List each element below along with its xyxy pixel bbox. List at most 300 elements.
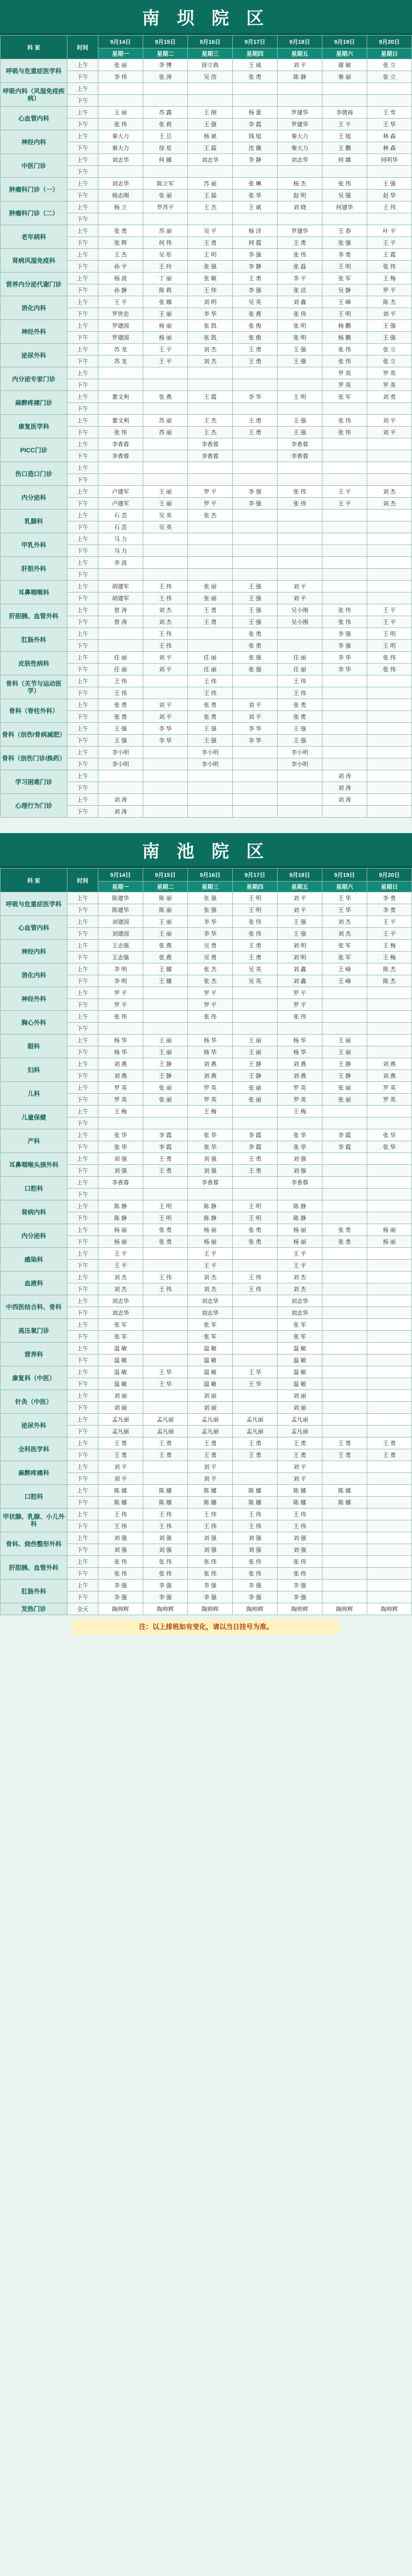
doctor-cell: 石 芸 — [98, 510, 143, 521]
doctor-cell: 张 勇 — [322, 1224, 367, 1236]
dept-name: 内分泌科 — [1, 1224, 67, 1248]
table-row — [1, 462, 412, 474]
doctor-cell: 王 强 — [278, 928, 322, 940]
doctor-cell: 张 强 — [322, 237, 367, 249]
doctor-cell: 张 军 — [188, 1331, 233, 1343]
doctor-cell: 刘 强 — [143, 1544, 188, 1556]
doctor-cell: 温 敏 — [188, 1354, 233, 1366]
doctor-cell — [367, 450, 412, 462]
table-row — [1, 510, 412, 521]
period-cell: 下午 — [67, 213, 98, 225]
doctor-cell — [322, 545, 367, 557]
doctor-cell — [367, 1473, 412, 1485]
period-cell: 下午 — [67, 1520, 98, 1532]
doctor-cell: 徐立典 — [188, 59, 233, 71]
doctor-cell — [367, 1248, 412, 1260]
schedule-table-nanchi — [0, 868, 412, 1615]
doctor-cell: 陈 娜 — [322, 1485, 367, 1497]
doctor-cell: 李 强 — [233, 284, 278, 296]
doctor-cell — [367, 723, 412, 735]
doctor-cell: 张 华 — [278, 1141, 322, 1153]
doctor-cell: 王 明 — [322, 308, 367, 320]
doctor-cell: 刘 杰 — [143, 616, 188, 628]
doctor-cell: 王 明 — [233, 1200, 278, 1212]
doctor-cell — [233, 557, 278, 569]
doctor-cell: 王 伟 — [143, 628, 188, 640]
table-row — [1, 747, 412, 758]
doctor-cell — [98, 166, 143, 178]
doctor-cell: 张 勇 — [98, 699, 143, 711]
doctor-cell — [98, 1117, 143, 1129]
doctor-cell: 吴 平 — [188, 225, 233, 237]
doctor-cell: 李小明 — [98, 758, 143, 770]
doctor-cell — [188, 1023, 233, 1035]
doctor-cell — [188, 794, 233, 806]
doctor-cell: 刘 平 — [278, 892, 322, 904]
doctor-cell — [322, 1177, 367, 1189]
doctor-cell: 李 霞 — [233, 1129, 278, 1141]
doctor-cell: 张 强 — [188, 261, 233, 273]
doctor-cell: 张 明 — [278, 332, 322, 344]
doctor-cell: 李 强 — [233, 1591, 278, 1603]
doctor-cell — [322, 1366, 367, 1378]
doctor-cell — [233, 747, 278, 758]
doctor-cell: 刘 明 — [188, 296, 233, 308]
doctor-cell — [143, 533, 188, 545]
table-row — [1, 940, 412, 952]
doctor-cell: 王 伟 — [98, 1509, 143, 1520]
doctor-cell — [98, 782, 143, 794]
doctor-cell: 王 伟 — [233, 1520, 278, 1532]
schedule-table-nanba — [0, 35, 412, 818]
doctor-cell: 王 静 — [322, 1070, 367, 1082]
doctor-cell: 刘 燕 — [188, 1058, 233, 1070]
doctor-cell: 温 敏 — [278, 1378, 322, 1390]
dept-name: 神经内科 — [1, 130, 67, 154]
doctor-cell: 曾 涛 — [98, 604, 143, 616]
doctor-cell: 张 丽 — [322, 1094, 367, 1106]
table-row — [1, 83, 412, 95]
doctor-cell: 王 伟 — [233, 1509, 278, 1520]
doctor-cell: 李 勇 — [367, 892, 412, 904]
doctor-cell — [367, 1307, 412, 1319]
doctor-cell: 任 丽 — [98, 664, 143, 675]
doctor-cell: 王 强 — [367, 320, 412, 332]
doctor-cell: 李 明 — [98, 963, 143, 975]
doctor-cell — [188, 533, 233, 545]
period-cell: 下午 — [67, 999, 98, 1011]
period-cell: 下午 — [67, 1426, 98, 1437]
period-header: 时间 — [67, 36, 98, 59]
doctor-cell — [143, 1295, 188, 1307]
doctor-cell: 李小明 — [188, 747, 233, 758]
doctor-cell — [233, 1473, 278, 1485]
doctor-cell: 张 俊 — [233, 320, 278, 332]
doctor-cell — [143, 83, 188, 95]
table-row — [1, 699, 412, 711]
doctor-cell: 王 梅 — [278, 1106, 322, 1117]
doctor-cell: 刘 平 — [188, 1461, 233, 1473]
table-row — [1, 1390, 412, 1402]
doctor-cell: 丁 丽 — [143, 273, 188, 284]
doctor-cell: 孟凡丽 — [233, 1414, 278, 1426]
doctor-cell: 王 强 — [188, 735, 233, 747]
doctor-cell — [233, 1354, 278, 1366]
doctor-cell: 孟凡丽 — [143, 1426, 188, 1437]
doctor-cell: 刘 平 — [233, 711, 278, 723]
dept-name: 呼吸与危重症医学科 — [1, 892, 67, 916]
period-cell: 上午 — [67, 1485, 98, 1497]
period-cell: 下午 — [67, 1568, 98, 1580]
doctor-cell: 罗世忠 — [98, 308, 143, 320]
doctor-cell — [143, 1343, 188, 1354]
period-cell: 下午 — [67, 758, 98, 770]
doctor-cell: 陈 娜 — [143, 1497, 188, 1509]
table-row — [1, 249, 412, 261]
doctor-cell: 杨 洋 — [233, 225, 278, 237]
doctor-cell: 李 伟 — [98, 71, 143, 83]
doctor-cell — [367, 1189, 412, 1200]
table-row — [1, 604, 412, 616]
doctor-cell: 刘 强 — [98, 1532, 143, 1544]
doctor-cell: 王 华 — [233, 1366, 278, 1378]
doctor-cell — [367, 1343, 412, 1354]
doctor-cell — [367, 510, 412, 521]
doctor-cell — [233, 213, 278, 225]
table-row — [1, 1035, 412, 1046]
dept-name: 内分泌专家门诊 — [1, 367, 67, 391]
doctor-cell: 罗 英 — [278, 1082, 322, 1094]
doctor-cell — [367, 747, 412, 758]
period-cell: 上午 — [67, 1011, 98, 1023]
doctor-cell — [233, 450, 278, 462]
dept-name: 口腔科 — [1, 1177, 67, 1200]
doctor-cell — [367, 770, 412, 782]
doctor-cell: 任 丽 — [188, 652, 233, 664]
doctor-cell: 孟凡丽 — [143, 1414, 188, 1426]
dept-name: 神经内科 — [1, 940, 67, 963]
period-cell: 上午 — [67, 1200, 98, 1212]
doctor-cell: 王 勇 — [322, 1437, 367, 1449]
doctor-cell: 王 勇 — [233, 1437, 278, 1449]
doctor-cell: 罗 英 — [367, 367, 412, 379]
doctor-cell — [278, 510, 322, 521]
doctor-cell: 李 霞 — [143, 1129, 188, 1141]
doctor-cell: 陈 娜 — [188, 1497, 233, 1509]
doctor-cell — [322, 1532, 367, 1544]
doctor-cell: 李 华 — [322, 664, 367, 675]
doctor-cell: 王 伟 — [143, 1509, 188, 1520]
doctor-cell — [322, 1165, 367, 1177]
doctor-cell: 刘 涛 — [322, 770, 367, 782]
doctor-cell: 张 军 — [322, 273, 367, 284]
weekday-header: 星期六 — [322, 882, 367, 892]
period-cell: 下午 — [67, 1473, 98, 1485]
doctor-cell: 王 强 — [278, 735, 322, 747]
doctor-cell: 李香蓉 — [188, 450, 233, 462]
period-cell: 下午 — [67, 1402, 98, 1414]
doctor-cell — [322, 1117, 367, 1129]
doctor-cell: 张 磊 — [278, 261, 322, 273]
doctor-cell: 王 伟 — [143, 581, 188, 592]
doctor-cell: 王 平 — [367, 928, 412, 940]
dept-name: 妇科 — [1, 1058, 67, 1082]
doctor-cell — [322, 581, 367, 592]
dept-name: 肿瘤科门诊（二） — [1, 201, 67, 225]
dept-name: 呼吸与危重症医学科 — [1, 59, 67, 83]
doctor-cell: 张 勇 — [233, 71, 278, 83]
period-cell: 上午 — [67, 225, 98, 237]
doctor-cell — [143, 1331, 188, 1343]
doctor-cell — [367, 521, 412, 533]
period-cell: 上午 — [67, 1224, 98, 1236]
doctor-cell: 王 平 — [278, 1260, 322, 1272]
doctor-cell: 罗 英 — [278, 1094, 322, 1106]
weekday-header: 星期二 — [143, 48, 188, 59]
doctor-cell — [322, 999, 367, 1011]
doctor-cell: 王 强 — [278, 355, 322, 367]
doctor-cell: 苏 丽 — [143, 225, 188, 237]
period-cell: 上午 — [67, 1532, 98, 1544]
doctor-cell — [367, 1402, 412, 1414]
doctor-cell: 陶帅辉 — [367, 1603, 412, 1615]
doctor-cell: 刘 强 — [188, 1153, 233, 1165]
doctor-cell: 石 芸 — [98, 521, 143, 533]
doctor-cell: 张 莉 — [143, 118, 188, 130]
doctor-cell — [98, 462, 143, 474]
doctor-cell — [278, 533, 322, 545]
doctor-cell — [278, 628, 322, 640]
doctor-cell: 刘 燕 — [98, 1058, 143, 1070]
doctor-cell — [367, 1485, 412, 1497]
date-header: 9月16日 — [188, 36, 233, 48]
doctor-cell — [367, 83, 412, 95]
period-cell: 上午 — [67, 675, 98, 687]
doctor-cell: 王 勇 — [233, 1165, 278, 1177]
period-cell: 上午 — [67, 344, 98, 355]
doctor-cell: 吴 英 — [143, 521, 188, 533]
doctor-cell: 杨 立 — [98, 201, 143, 213]
doctor-cell: 陈 静 — [278, 1200, 322, 1212]
doctor-cell: 王 平 — [143, 355, 188, 367]
doctor-cell — [278, 782, 322, 794]
doctor-cell: 温 敏 — [278, 1354, 322, 1366]
doctor-cell: 王 丽 — [143, 1035, 188, 1046]
doctor-cell: 李 强 — [322, 640, 367, 652]
doctor-cell — [233, 166, 278, 178]
table-row — [1, 273, 412, 284]
doctor-cell: 刘 强 — [233, 1532, 278, 1544]
dept-name: 口腔科 — [1, 1485, 67, 1509]
doctor-cell: 王 明 — [367, 640, 412, 652]
doctor-cell — [322, 83, 367, 95]
doctor-cell: 张 伟 — [278, 249, 322, 261]
doctor-cell: 刘 杰 — [278, 1272, 322, 1283]
doctor-cell: 王 勇 — [233, 1153, 278, 1165]
doctor-cell: 陈 静 — [278, 1212, 322, 1224]
doctor-cell: 罗 英 — [188, 1094, 233, 1106]
dept-name: 中西医结合科、骨科 — [1, 1295, 67, 1319]
doctor-cell: 刘 平 — [98, 1473, 143, 1485]
doctor-cell: 吴 静 — [322, 284, 367, 296]
period-cell: 上午 — [67, 987, 98, 999]
table-row — [1, 1414, 412, 1426]
doctor-cell: 刘 平 — [98, 1461, 143, 1473]
doctor-cell: 王 强 — [278, 723, 322, 735]
period-cell: 下午 — [67, 237, 98, 249]
doctor-cell: 张 勇 — [188, 699, 233, 711]
doctor-cell: 王 丽 — [143, 928, 188, 940]
doctor-cell: 李香蓉 — [278, 1177, 322, 1189]
doctor-cell — [233, 474, 278, 486]
doctor-cell: 张 丽 — [98, 59, 143, 71]
doctor-cell: 王 岳 — [143, 130, 188, 142]
doctor-cell — [322, 1390, 367, 1402]
doctor-cell — [322, 1378, 367, 1390]
doctor-cell: 杨 丽 — [143, 320, 188, 332]
period-cell: 上午 — [67, 1580, 98, 1591]
period-cell: 下午 — [67, 284, 98, 296]
doctor-cell — [98, 95, 143, 107]
doctor-cell: 张 杰 — [188, 975, 233, 987]
doctor-cell — [233, 95, 278, 107]
doctor-cell — [188, 367, 233, 379]
doctor-cell — [233, 675, 278, 687]
doctor-cell: 杨 丽 — [278, 1224, 322, 1236]
doctor-cell: 王 强 — [233, 604, 278, 616]
doctor-cell: 陈立军 — [143, 178, 188, 190]
doctor-cell — [322, 450, 367, 462]
doctor-cell — [367, 1414, 412, 1426]
doctor-cell: 王 勇 — [233, 952, 278, 963]
doctor-cell: 王 平 — [98, 1248, 143, 1260]
dept-name: PICC门诊 — [1, 438, 67, 462]
doctor-cell: 刘 强 — [143, 1532, 188, 1544]
doctor-cell: 王 强 — [233, 592, 278, 604]
period-cell: 下午 — [67, 1260, 98, 1272]
doctor-cell: 刘 强 — [278, 1532, 322, 1544]
doctor-cell: 王 杰 — [188, 201, 233, 213]
period-cell: 上午 — [67, 963, 98, 975]
dept-name: 泌尿外科 — [1, 344, 67, 367]
doctor-cell: 王 梅 — [367, 940, 412, 952]
doctor-cell — [98, 83, 143, 95]
doctor-cell: 张 伟 — [188, 1556, 233, 1568]
period-cell: 下午 — [67, 1544, 98, 1556]
doctor-cell — [188, 95, 233, 107]
doctor-cell: 刘 丽 — [188, 1390, 233, 1402]
doctor-cell — [367, 403, 412, 415]
doctor-cell: 王 勇 — [143, 1449, 188, 1461]
doctor-cell: 秦大力 — [98, 130, 143, 142]
table-row — [1, 675, 412, 687]
table-row — [1, 296, 412, 308]
doctor-cell: 王 勇 — [188, 604, 233, 616]
doctor-cell: 刘 杰 — [367, 498, 412, 510]
period-cell: 下午 — [67, 261, 98, 273]
doctor-cell — [367, 569, 412, 581]
doctor-cell: 吴 勇 — [188, 940, 233, 952]
doctor-cell — [233, 758, 278, 770]
doctor-cell — [367, 474, 412, 486]
doctor-cell: 王 磊 — [188, 142, 233, 154]
dept-name: 肝胆外科 — [1, 557, 67, 581]
dept-name: 康复科（中医） — [1, 1366, 67, 1390]
date-header: 9月14日 — [98, 36, 143, 48]
doctor-cell: 王 丽 — [233, 1046, 278, 1058]
doctor-cell: 王 静 — [233, 1058, 278, 1070]
doctor-cell: 刘 鑫 — [278, 975, 322, 987]
doctor-cell: 陈 娜 — [278, 1497, 322, 1509]
dept-name: 中医门诊 — [1, 154, 67, 178]
doctor-cell — [322, 569, 367, 581]
period-cell: 下午 — [67, 664, 98, 675]
doctor-cell: 刘 明 — [278, 940, 322, 952]
doctor-cell — [233, 806, 278, 818]
weekday-header: 星期三 — [188, 48, 233, 59]
doctor-cell — [367, 794, 412, 806]
doctor-cell — [278, 83, 322, 95]
doctor-cell: 王 平 — [367, 616, 412, 628]
doctor-cell: 陈 静 — [98, 1200, 143, 1212]
doctor-cell — [143, 1354, 188, 1366]
doctor-cell: 何 娜 — [322, 154, 367, 166]
doctor-cell — [367, 1035, 412, 1046]
doctor-cell — [143, 1011, 188, 1023]
period-cell: 上午 — [67, 1319, 98, 1331]
doctor-cell: 李 静 — [233, 154, 278, 166]
period-cell: 上午 — [67, 415, 98, 427]
doctor-cell: 刘志华 — [188, 154, 233, 166]
table-row — [1, 1485, 412, 1497]
doctor-cell: 王 勇 — [233, 355, 278, 367]
doctor-cell — [278, 213, 322, 225]
doctor-cell: 杨 华 — [188, 1035, 233, 1046]
doctor-cell: 张 勇 — [233, 640, 278, 652]
period-cell: 上午 — [67, 557, 98, 569]
doctor-cell: 王 平 — [367, 916, 412, 928]
doctor-cell — [233, 770, 278, 782]
doctor-cell: 李 静 — [233, 261, 278, 273]
table-row — [1, 628, 412, 640]
doctor-cell — [188, 557, 233, 569]
doctor-cell — [367, 1591, 412, 1603]
period-cell: 上午 — [67, 249, 98, 261]
dept-name: 甲状腺、乳腺、小儿外科 — [1, 1509, 67, 1532]
period-cell: 下午 — [67, 1331, 98, 1343]
doctor-cell: 陈 静 — [188, 1212, 233, 1224]
doctor-cell — [233, 1117, 278, 1129]
doctor-cell: 吴 英 — [233, 963, 278, 975]
doctor-cell: 李 平 — [278, 273, 322, 284]
doctor-cell: 李香蓉 — [188, 438, 233, 450]
table-row — [1, 1295, 412, 1307]
weekday-header: 星期五 — [278, 882, 322, 892]
doctor-cell: 任 丽 — [278, 664, 322, 675]
doctor-cell: 王 平 — [322, 486, 367, 498]
doctor-cell: 杨 丽 — [367, 1224, 412, 1236]
table-row — [1, 1153, 412, 1165]
period-cell: 上午 — [67, 320, 98, 332]
dept-name: 血液科 — [1, 1272, 67, 1295]
section-title-text: 南 池 院 区 — [142, 841, 270, 861]
doctor-cell: 王 伟 — [143, 1520, 188, 1532]
doctor-cell: 陈 娜 — [233, 1497, 278, 1509]
doctor-cell: 张 华 — [98, 1141, 143, 1153]
doctor-cell — [143, 747, 188, 758]
doctor-cell — [143, 1319, 188, 1331]
doctor-cell — [278, 521, 322, 533]
